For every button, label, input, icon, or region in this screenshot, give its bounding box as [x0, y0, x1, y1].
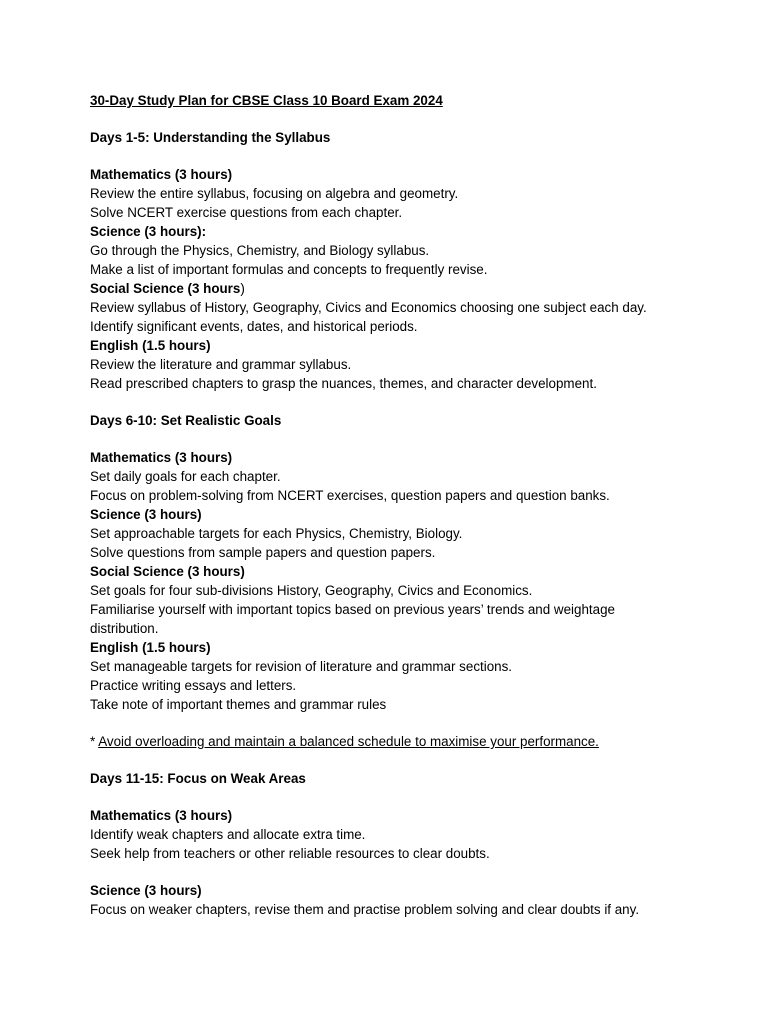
subject-line: Review the literature and grammar syllabus. [90, 357, 352, 372]
note-bullet: * [90, 734, 99, 749]
subject-heading [90, 279, 730, 298]
subject-line: Read prescribed chapters to grasp the nuances, themes, and character development. [90, 376, 597, 391]
subject-heading-text: Social Science (3 hours [90, 281, 241, 296]
subject-line: Take note of important themes and grammar rules [90, 697, 387, 712]
document-body [90, 91, 730, 919]
subject-line: Go through the Physics, Chemistry, and Biology syllabus. [90, 243, 430, 258]
subject-heading: Mathematics (3 hours) [90, 450, 233, 465]
subject-heading: English (1.5 hours) [90, 640, 211, 655]
subject-line: Seek help from teachers or other reliable resources to clear doubts. [90, 846, 490, 861]
subject-heading: Social Science (3 hours) [90, 564, 245, 579]
subject-line: Set daily goals for each chapter. [90, 469, 281, 484]
subject-line: Focus on problem-solving from NCERT exercises, question papers and question banks. [90, 488, 610, 503]
subject-line: Review syllabus of History, Geography, Civics and Economics choosing one subject each day. [90, 300, 647, 315]
subject-line: Set goals for four sub-divisions History, Geography, Civics and Economics. [90, 583, 533, 598]
subject-line: Solve questions from sample papers and question papers. [90, 545, 436, 560]
subject-line: Set manageable targets for revision of literature and grammar sections. [90, 659, 513, 674]
section-heading: Days 6-10: Set Realistic Goals [90, 413, 282, 428]
subject-heading: Mathematics (3 hours) [90, 808, 233, 823]
subject-heading: Science (3 hours): [90, 224, 207, 239]
subject-heading: Science (3 hours) [90, 507, 202, 522]
subject-line: Familiarise yourself with important topics based on previous years’ trends and weightage distribution. [90, 602, 615, 636]
subject-line: Solve NCERT exercise questions from each chapter. [90, 205, 403, 220]
note-text: Avoid overloading and maintain a balanced schedule to maximise your performance. [98, 734, 599, 749]
subject-line: Review the entire syllabus, focusing on algebra and geometry. [90, 186, 459, 201]
subject-heading: Mathematics (3 hours) [90, 167, 233, 182]
subject-line: Focus on weaker chapters, revise them and practise problem solving and clear doubts if any. [90, 902, 640, 917]
subject-heading: Science (3 hours) [90, 883, 202, 898]
subject-heading: English (1.5 hours) [90, 338, 211, 353]
subject-line: Set approachable targets for each Physics, Chemistry, Biology. [90, 526, 463, 541]
subject-heading-suffix: ) [240, 281, 245, 296]
subject-line: Practice writing essays and letters. [90, 678, 297, 693]
advice-note [90, 732, 730, 751]
subject-line: Identify weak chapters and allocate extra time. [90, 827, 366, 842]
section-heading: Days 1-5: Understanding the Syllabus [90, 130, 331, 145]
subject-line: Make a list of important formulas and concepts to frequently revise. [90, 262, 488, 277]
subject-line: Identify significant events, dates, and historical periods. [90, 319, 418, 334]
document-title: 30-Day Study Plan for CBSE Class 10 Board Exam 2024 [90, 93, 443, 108]
section-heading: Days 11-15: Focus on Weak Areas [90, 771, 306, 786]
